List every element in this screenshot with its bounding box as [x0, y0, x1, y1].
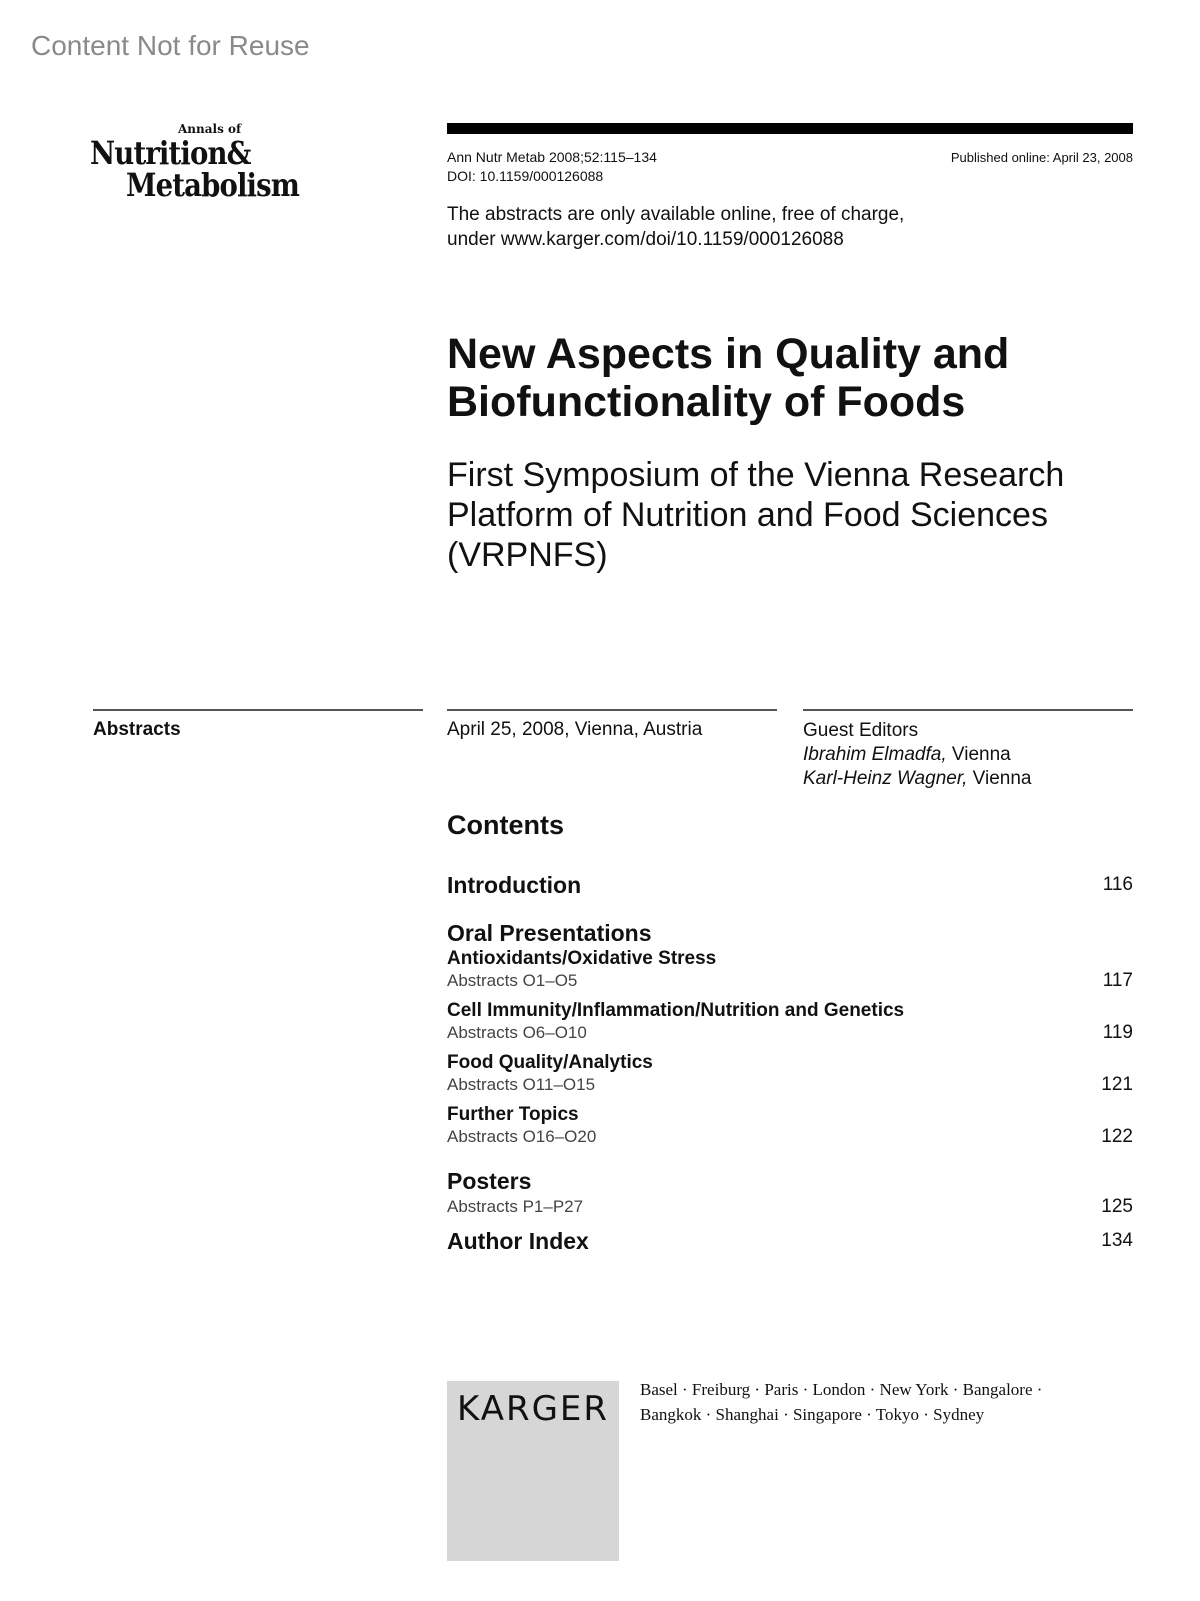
logo-annals-text: Annals of — [178, 122, 242, 136]
guest-editors — [803, 719, 1032, 791]
citation-ref: Ann Nutr Metab 2008;52:115–134 — [447, 149, 657, 165]
toc-item[interactable] — [447, 1000, 1133, 1044]
editors-heading: Guest Editors — [803, 720, 919, 741]
editor-city: Vienna — [946, 744, 1011, 765]
toc-page-number: 125 — [1101, 1196, 1133, 1217]
title-line1: New Aspects in Quality and — [447, 330, 1010, 378]
subtitle-line3: (VRPNFS) — [447, 536, 608, 574]
section-label: Abstracts — [93, 719, 181, 740]
table-of-contents — [447, 870, 1133, 1256]
toc-item-desc: Abstracts O6–O10 119 — [447, 1022, 1133, 1043]
toc-author-index[interactable] — [447, 1226, 1133, 1256]
toc-posters[interactable] — [447, 1166, 1133, 1218]
citation-doi: DOI: 10.1159/000126088 — [447, 168, 604, 184]
watermark-text: Content Not for Reuse — [31, 30, 310, 61]
section-rule-right — [803, 709, 1133, 711]
toc-item-desc: Abstracts P1–P27 125 — [447, 1196, 1133, 1217]
editor-city: Vienna — [967, 768, 1032, 789]
toc-item-title: Further Topics — [447, 1104, 579, 1125]
publisher-logo: KARGER — [457, 1389, 610, 1429]
contents-heading: Contents — [447, 810, 564, 840]
toc-item-title: Cell Immunity/Inflammation/Nutrition and Genetics — [447, 1000, 905, 1021]
toc-page-number: 122 — [1101, 1126, 1133, 1147]
toc-item-title: Antioxidants/Oxidative Stress — [447, 948, 717, 969]
toc-item-desc: Abstracts O11–O15 121 — [447, 1074, 1133, 1095]
section-rule-middle — [447, 709, 777, 711]
logo-line2: Metabolism — [126, 166, 300, 204]
editor-entry — [803, 767, 1032, 791]
editor-name: Ibrahim Elmadfa, — [803, 744, 947, 765]
toc-heading: Introduction — [447, 872, 582, 898]
subtitle-line2: Platform of Nutrition and Food Sciences — [447, 496, 1048, 534]
header-rule — [447, 123, 1133, 134]
toc-item[interactable] — [447, 1052, 1133, 1096]
toc-introduction[interactable] — [447, 870, 1133, 900]
availability-line2[interactable]: under www.karger.com/doi/10.1159/000126088 — [447, 229, 844, 250]
toc-heading: Author Index — [447, 1228, 589, 1254]
toc-item[interactable] — [447, 1104, 1133, 1148]
journal-logo — [90, 120, 330, 210]
subtitle-line1: First Symposium of the Vienna Research — [447, 456, 1065, 494]
event-date-location: April 25, 2008, Vienna, Austria — [447, 719, 703, 740]
published-online: Published online: April 23, 2008 — [950, 150, 1133, 165]
availability-note — [447, 202, 904, 252]
locations-line1: Basel · Freiburg · Paris · London · New York · Bangalore · — [640, 1380, 1043, 1399]
page-title — [447, 330, 1147, 426]
toc-page-number: 134 — [1101, 1230, 1133, 1251]
toc-page-number: 119 — [1102, 1022, 1133, 1043]
toc-item-desc: Abstracts O1–O5 117 — [447, 970, 1133, 991]
toc-item[interactable] — [447, 948, 1133, 992]
toc-heading: Oral Presentations — [447, 920, 652, 946]
toc-oral-presentations — [447, 918, 1133, 1148]
title-line2: Biofunctionality of Foods — [447, 378, 966, 426]
toc-item-desc: Abstracts O16–O20 122 — [447, 1126, 1133, 1147]
section-rule-left — [93, 709, 423, 711]
toc-page-number: 117 — [1102, 970, 1133, 991]
logo-line1: Nutrition& — [90, 134, 251, 172]
locations-line2: Bangkok · Shanghai · Singapore · Tokyo · Sydney — [640, 1405, 985, 1424]
publisher-locations — [640, 1377, 1042, 1427]
availability-line1: The abstracts are only available online, free of charge, — [447, 204, 905, 225]
toc-page-number: 116 — [1102, 874, 1133, 895]
page-subtitle — [447, 455, 1147, 575]
editor-entry — [803, 743, 1032, 767]
editor-name: Karl-Heinz Wagner, — [803, 768, 968, 789]
toc-item-title: Food Quality/Analytics — [447, 1052, 653, 1073]
toc-heading: Posters — [447, 1168, 532, 1194]
toc-page-number: 121 — [1101, 1074, 1133, 1095]
